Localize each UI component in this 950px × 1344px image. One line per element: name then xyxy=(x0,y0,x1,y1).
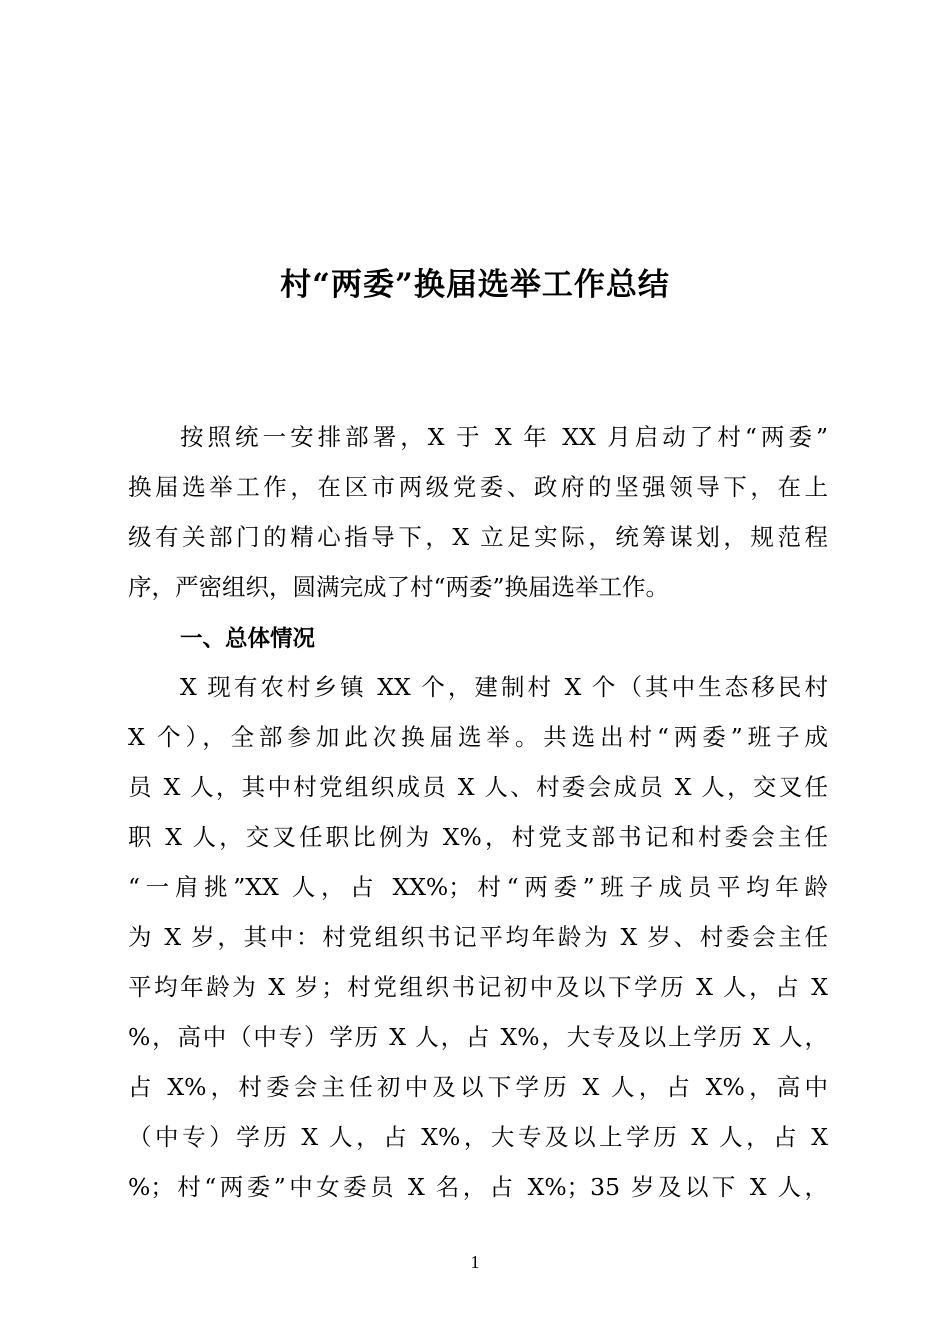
paragraph-line: 员 X 人，其中村党组织成员 X 人、村委会成员 X 人，交叉任 xyxy=(128,773,828,801)
paragraph-line: 平均年龄为 X 岁；村党组织书记初中及以下学历 X 人，占 X xyxy=(128,973,828,1001)
paragraph-line: “一肩挑”XX 人，占 XX%；村“两委”班子成员平均年龄 xyxy=(128,873,828,901)
paragraph-line: 为 X 岁，其中：村党组织书记平均年龄为 X 岁、村委会主任 xyxy=(128,923,828,951)
paragraph-line: 级有关部门的精心指导下，X 立足实际，统筹谋划，规范程 xyxy=(128,523,828,551)
paragraph-line: X 个），全部参加此次换届选举。共选出村“两委”班子成 xyxy=(128,723,828,751)
paragraph-line: %；村“两委”中女委员 X 名，占 X%；35 岁及以下 X 人， xyxy=(128,1173,828,1201)
page-number: 1 xyxy=(470,1252,480,1272)
section-heading: 一、总体情况 xyxy=(180,626,316,652)
paragraph-line: X 现有农村乡镇 XX 个，建制村 X 个（其中生态移民村 xyxy=(180,673,828,701)
document-title: 村“两委”换届选举工作总结 xyxy=(280,267,670,303)
paragraph-line: 按照统一安排部署，X 于 X 年 XX 月启动了村“两委” xyxy=(180,423,828,451)
paragraph-line: 职 X 人，交叉任职比例为 X%，村党支部书记和村委会主任 xyxy=(128,823,828,851)
paragraph-line: 换届选举工作，在区市两级党委、政府的坚强领导下，在上 xyxy=(128,473,828,501)
paragraph-line: 序，严密组织，圆满完成了村“两委”换届选举工作。 xyxy=(128,573,670,601)
paragraph-line: （中专）学历 X 人，占 X%，大专及以上学历 X 人，占 X xyxy=(128,1123,828,1151)
paragraph-line: %，高中（中专）学历 X 人，占 X%，大专及以上学历 X 人， xyxy=(128,1023,828,1051)
paragraph-line: 占 X%，村委会主任初中及以下学历 X 人，占 X%，高中 xyxy=(128,1073,828,1101)
